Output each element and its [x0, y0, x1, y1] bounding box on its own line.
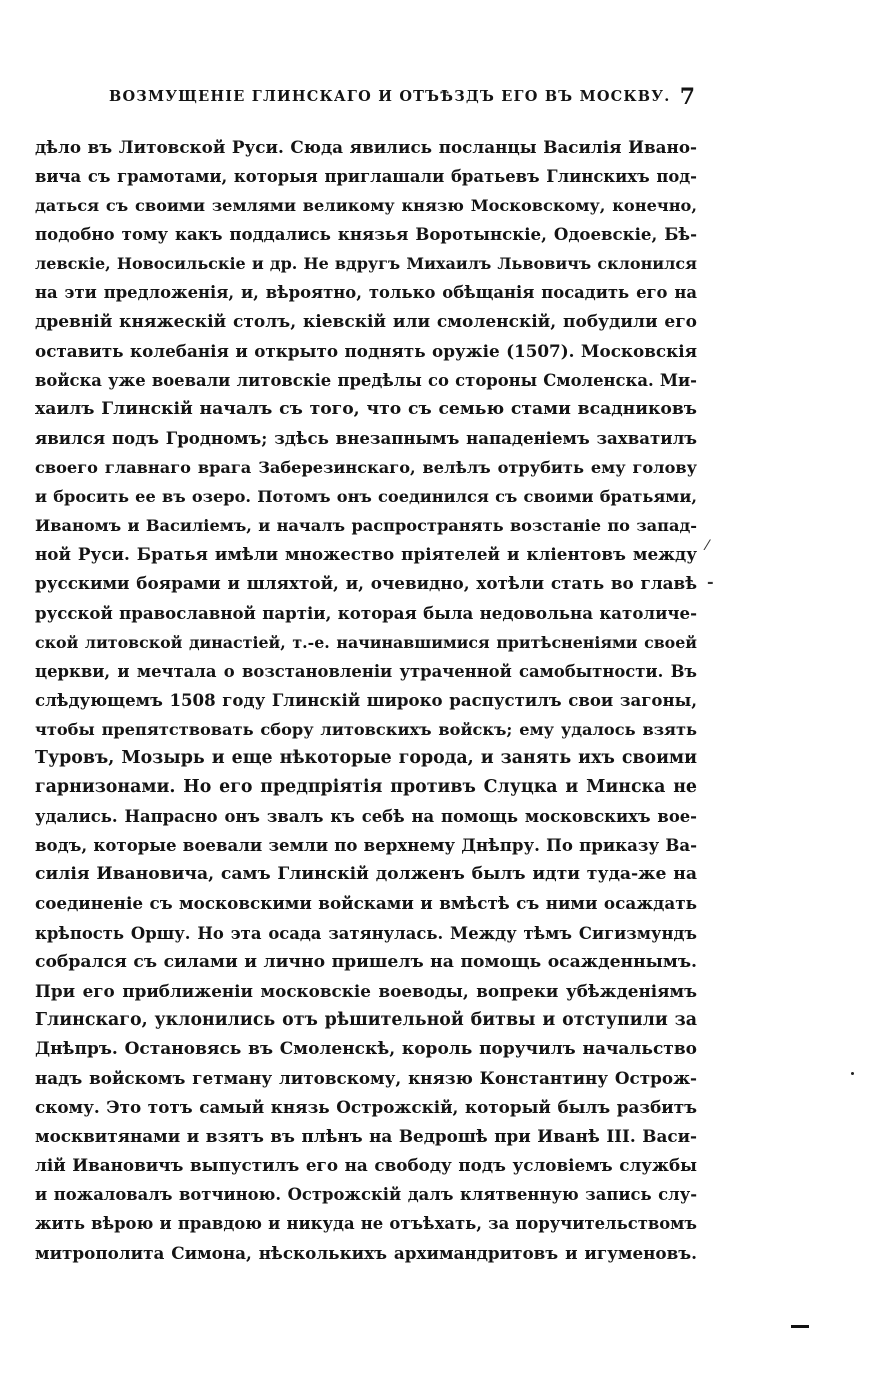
- text-line: удались. Напрасно онъ звалъ къ себѣ на помощь московскихъ вое-: [35, 807, 697, 827]
- text-line: москвитянами и взятъ въ плѣнъ на Ведрошѣ при Иванѣ III. Васи-: [35, 1126, 697, 1147]
- text-line: вича съ грамотами, которыя приглашали братьевъ Глинскихъ под-: [35, 167, 697, 187]
- text-line: и бросить ее въ озеро. Потомъ онъ соединился съ своими братьями,: [35, 487, 697, 507]
- text-line: своего главнаго врага Заберезинскаго, велѣлъ отрубить ему голову: [35, 458, 697, 478]
- margin-mark: -: [707, 572, 714, 591]
- text-line: скому. Это тотъ самый князь Острожскій, который былъ разбитъ: [35, 1097, 697, 1118]
- text-line: русской православной партіи, которая была недовольна католиче-: [35, 602, 697, 623]
- text-line: дѣло въ Литовской Руси. Сюда явились посланцы Василія Ивано-: [35, 137, 697, 157]
- text-line: крѣпость Оршу. Но эта осада затянулась. Между тѣмъ Сигизмундъ: [35, 923, 697, 943]
- margin-mark: ⁄: [706, 538, 709, 554]
- text-line: митрополита Симона, нѣсколькихъ архимандритовъ и игуменовъ.: [35, 1242, 697, 1263]
- text-line: Глинскаго, уклонились отъ рѣшительной битвы и отступили за: [35, 1009, 697, 1030]
- text-line: ской литовской династіей, т.-е. начинавшимися притѣсненіями своей: [35, 632, 697, 652]
- running-header: [35, 84, 695, 112]
- text-line: хаилъ Глинскій началъ съ того, что съ семью стами всадниковъ: [35, 398, 697, 419]
- text-line: Иваномъ и Василіемъ, и началъ распространять возстаніе по запад-: [35, 516, 697, 536]
- text-line: войска уже воевали литовскіе предѣлы со стороны Смоленска. Ми-: [35, 370, 697, 390]
- text-line: слѣдующемъ 1508 году Глинскій широко распустилъ свои загоны,: [35, 689, 697, 710]
- text-line: русскими боярами и шляхтой, и, очевидно, хотѣли стать во главѣ: [35, 573, 697, 594]
- text-line: При его приближеніи московскіе воеводы, вопреки убѣжденіямъ: [35, 980, 697, 1001]
- text-line: оставить колебанія и открыто поднять оружіе (1507). Московскія: [35, 340, 697, 361]
- text-line: Туровъ, Мозырь и еще нѣкоторые города, и занять ихъ своими: [35, 747, 697, 768]
- body-text: [35, 133, 697, 1268]
- text-line: явился подъ Гродномъ; здѣсь внезапнымъ нападеніемъ захватилъ: [35, 427, 697, 448]
- text-line: древній княжескій столъ, кіевскій или смоленскій, побудили его: [35, 311, 697, 332]
- text-line: гарнизонами. Но его предпріятія противъ Слуцка и Минска не: [35, 777, 697, 798]
- text-line: церкви, и мечтала о возстановленіи утраченной самобытности. Въ: [35, 661, 697, 681]
- page-number: 7: [679, 84, 695, 110]
- running-title: ВОЗМУЩЕНІЕ ГЛИНСКАГО И ОТЪѢЗДЪ ЕГО ВЪ МОСКВУ.: [109, 88, 671, 105]
- text-line: левскіе, Новосильскіе и др. Не вдругъ Михаилъ Львовичъ склонился: [35, 254, 697, 274]
- text-line: даться съ своими землями великому князю Московскому, конечно,: [35, 196, 697, 216]
- text-line: подобно тому какъ поддались князья Воротынскіе, Одоевскіе, Бѣ-: [35, 224, 697, 245]
- text-line: и пожаловалъ вотчиною. Острожскій далъ клятвенную запись слу-: [35, 1185, 697, 1205]
- stray-dot: [851, 1072, 854, 1075]
- text-line: силія Ивановича, самъ Глинскій долженъ былъ идти туда-же на: [35, 864, 697, 885]
- text-line: надъ войскомъ гетману литовскому, князю Константину Острож-: [35, 1068, 697, 1088]
- text-line: чтобы препятствовать сбору литовскихъ войскъ; ему удалось взять: [35, 719, 697, 739]
- text-line: Днѣпръ. Остановясь въ Смоленскѣ, король поручилъ начальство: [35, 1038, 697, 1059]
- text-line: лій Ивановичъ выпустилъ его на свободу подъ условіемъ службы: [35, 1155, 697, 1176]
- text-line: на эти предложенія, и, вѣроятно, только обѣщанія посадить его на: [35, 283, 697, 303]
- text-line: ной Руси. Братья имѣли множество пріятелей и кліентовъ между: [35, 544, 697, 565]
- text-line: собрался съ силами и лично пришелъ на помощь осажденнымъ.: [35, 951, 697, 972]
- text-line: водъ, которые воевали земли по верхнему Днѣпру. По приказу Ва-: [35, 835, 697, 856]
- stray-dash: [791, 1325, 809, 1328]
- text-line: жить вѣрою и правдою и никуда не отъѣхать, за поручительствомъ: [35, 1214, 697, 1234]
- text-line: соединеніе съ московскими войсками и вмѣстѣ съ ними осаждать: [35, 893, 697, 914]
